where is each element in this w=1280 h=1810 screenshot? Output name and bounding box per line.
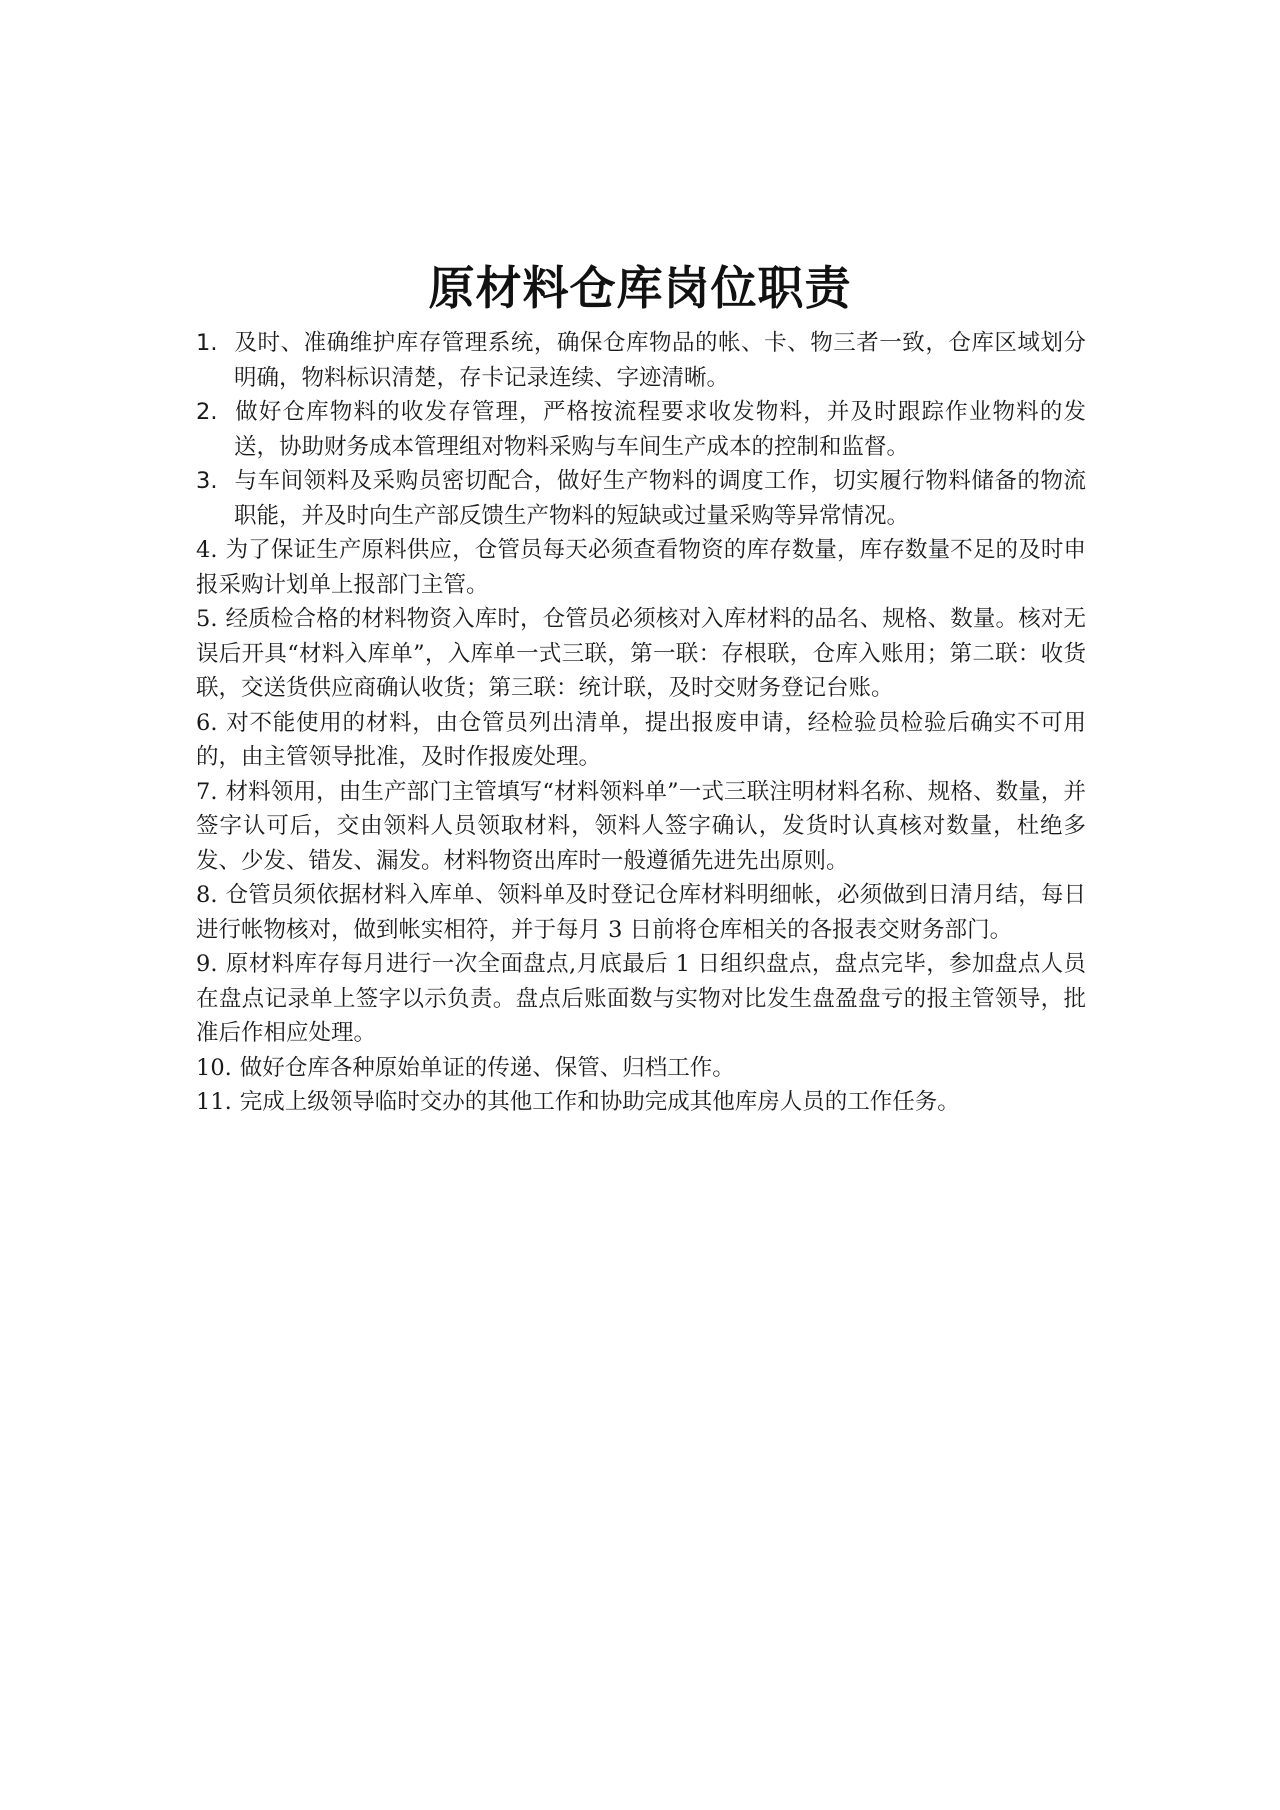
duty-item-10 <box>196 1051 1086 1086</box>
duty-list <box>196 326 1086 1120</box>
item-number: 8. <box>196 882 218 908</box>
duty-item-8 <box>196 878 1086 947</box>
item-text: 为了保证生产原料供应，仓管员每天必须查看物资的库存数量，库存数量不足的及时申报采购计划单上报部门主管。 <box>196 537 1086 598</box>
item-text: 材料领用，由生产部门主管填写“材料领料单”一式三联注明材料名称、规格、数量，并签字认可后，交由领料人员领取材料，领料人签字确认，发货时认真核对数量，杜绝多发、少发、错发、漏发。材料物资出库时一般遵循先进先出原则。 <box>196 778 1086 874</box>
duty-item-11 <box>196 1085 1086 1120</box>
item-text: 及时、准确维护库存管理系统，确保仓库物品的帐、卡、物三者一致，仓库区域划分明确，物料标识清楚，存卡记录连续、字迹清晰。 <box>234 330 1086 391</box>
duty-item-1 <box>196 326 1086 395</box>
duty-item-6 <box>196 706 1086 775</box>
item-text: 对不能使用的材料，由仓管员列出清单，提出报废申请，经检验员检验后确实不可用的，由主管领导批准，及时作报废处理。 <box>196 709 1086 770</box>
item-text: 原材料库存每月进行一次全面盘点,月底最后 1 日组织盘点，盘点完毕，参加盘点人员在盘点记录单上签字以示负责。盘点后账面数与实物对比发生盘盈盘亏的报主管领导，批准后作相应处理。 <box>196 951 1086 1046</box>
item-text: 经质检合格的材料物资入库时，仓管员必须核对入库材料的品名、规格、数量。核对无误后开具“材料入库单”，入库单一式三联，第一联：存根联，仓库入账用；第二联：收货联，交送货供应商确认收货；第三联：统计联，及时交财务登记台账。 <box>196 606 1086 701</box>
item-text: 做好仓库物料的收发存管理，严格按流程要求收发物料，并及时跟踪作业物料的发送，协助财务成本管理组对物料采购与车间生产成本的控制和监督。 <box>234 399 1086 460</box>
duty-item-4 <box>196 533 1086 602</box>
item-number: 3. <box>196 468 218 494</box>
item-number: 4. <box>196 537 218 563</box>
item-number: 5. <box>196 606 218 632</box>
item-text: 做好仓库各种原始单证的传递、保管、归档工作。 <box>239 1054 735 1081</box>
duty-item-9 <box>196 947 1086 1051</box>
item-text: 完成上级领导临时交办的其他工作和协助完成其他库房人员的工作任务。 <box>239 1089 960 1115</box>
item-number: 11. <box>196 1089 232 1115</box>
duty-item-3 <box>196 464 1086 533</box>
item-number: 7. <box>196 778 218 805</box>
item-number: 9. <box>196 951 218 977</box>
duty-item-2 <box>196 395 1086 464</box>
duty-item-7 <box>196 775 1086 879</box>
item-number: 6. <box>196 709 218 736</box>
item-number: 2. <box>196 399 218 425</box>
item-number: 10. <box>196 1054 232 1081</box>
document-title: 原材料仓库岗位职责 <box>428 261 852 315</box>
item-text: 仓管员须依据材料入库单、领料单及时登记仓库材料明细帐，必须做到日清月结，每日进行帐物核对，做到帐实相符，并于每月 3 日前将仓库相关的各报表交财务部门。 <box>196 882 1086 943</box>
item-number: 1. <box>196 330 218 356</box>
duty-item-5 <box>196 602 1086 706</box>
item-text: 与车间领料及采购员密切配合，做好生产物料的调度工作，切实履行物料储备的物流职能，并及时向生产部反馈生产物料的短缺或过量采购等异常情况。 <box>234 468 1086 529</box>
